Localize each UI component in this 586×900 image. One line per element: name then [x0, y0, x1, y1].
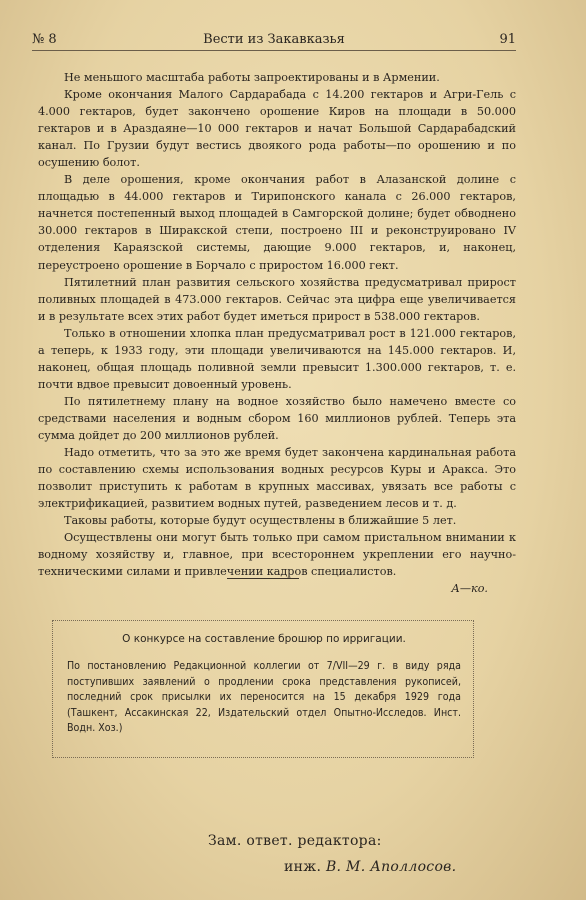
article-paragraph: Кроме окончания Малого Сардарабада с 14.200 гектаров и Агри-Гель с 4.000 гектаров, будет закончено орошение Киров на площади в 50.000 гектаров и в Араздаяне—10 000 гектаров и начат Большой Сардарабадский канал. По Грузии будут вестись двоякого рода работы—по орошению и по осушению болот.: [38, 88, 516, 170]
article-paragraph: Таковы работы, которые будут осуществлены в ближайшие 5 лет.: [64, 514, 457, 528]
article-paragraph: Надо отметить, что за это же время будет закончена кардинальная работа по составлению схемы использования водных ресурсов Куры и Аракса. Это позволит приступить к работам в крупных массивах, увязать все работы с электрификацией, развитием водных путей, разведением лесов и т. д.: [38, 446, 516, 511]
article-paragraph: В деле орошения, кроме окончания работ в Алазанской долине с площадью в 44.000 гектаров и Тирипонского канала с 26.000 гектаров, начнется постепенный выход площадей в Самгорской долине; будет обводнено 30.000 гектаров в Ширакской степи, построено III и реконструировано IV отделения Караязской системы, дающие 9.000 гектаров, и, наконец, переустроено орошение в Борчало с приростом 16.000 гект.: [38, 173, 516, 272]
section-divider: [227, 578, 299, 579]
notice-text: По постановлению Редакционной коллегии от 7/VII—29 г. в виду ряда поступивших заявлений о продлении срока представления рукописей, последний срок присылки их переносится на 15 декабря 1929 года (Ташкент, Ассакинская 22, Издательский отдел Опытно-Исследов. Инст. Водн. Хоз.): [67, 660, 461, 735]
article-paragraph: Только в отношении хлопка план предусматривал рост в 121.000 гектаров, а теперь, к 1933 году, эти площади увеличиваются на 145.000 гектаров. И, наконец, общая площадь поливной земли превысит 1.300.000 гектаров, т. е. почти вдвое превысит довоенный уровень.: [38, 326, 516, 391]
notice-title: О конкурсе на составление брошюр по ирригации.: [122, 633, 406, 645]
page-number: 91: [499, 32, 516, 47]
editor-title-prefix: инж.: [284, 859, 322, 875]
article-paragraph: Пятилетний план развития сельского хозяйства предусматривал прирост поливных площадей в 473.000 гектаров. Сейчас эта цифра еще увеличивается и в результате всех этих работ будет иметься прирост в 538.000 гектаров.: [38, 275, 516, 323]
editor-role: Зам. ответ. редактора:: [208, 833, 382, 849]
editor-name-line: [208, 854, 456, 880]
page-header: [32, 32, 516, 51]
journal-title: Вести из Закавказья: [203, 32, 345, 47]
article-paragraph: Не меньшого масштаба работы запроектированы и в Армении.: [64, 71, 440, 84]
editor-name: В. М. Аполлосов.: [325, 859, 457, 875]
issue-number: № 8: [32, 32, 57, 47]
editor-credit: [208, 828, 456, 880]
contest-notice-box: [52, 620, 474, 758]
article-signature: А—ко.: [451, 582, 488, 596]
article-paragraph: Осуществлены они могут быть только при самом пристальном внимании к водному хозяйству и, главное, при всестороннем укреплении его научно-техническими силами и привлечении кадров специалистов.: [38, 531, 516, 579]
article-paragraph: По пятилетнему плану на водное хозяйство было намечено вместе со средствами населения и водным сбором 160 миллионов рублей. Теперь эта сумма дойдет до 200 миллионов рублей.: [38, 394, 516, 442]
article-body: [38, 69, 516, 597]
